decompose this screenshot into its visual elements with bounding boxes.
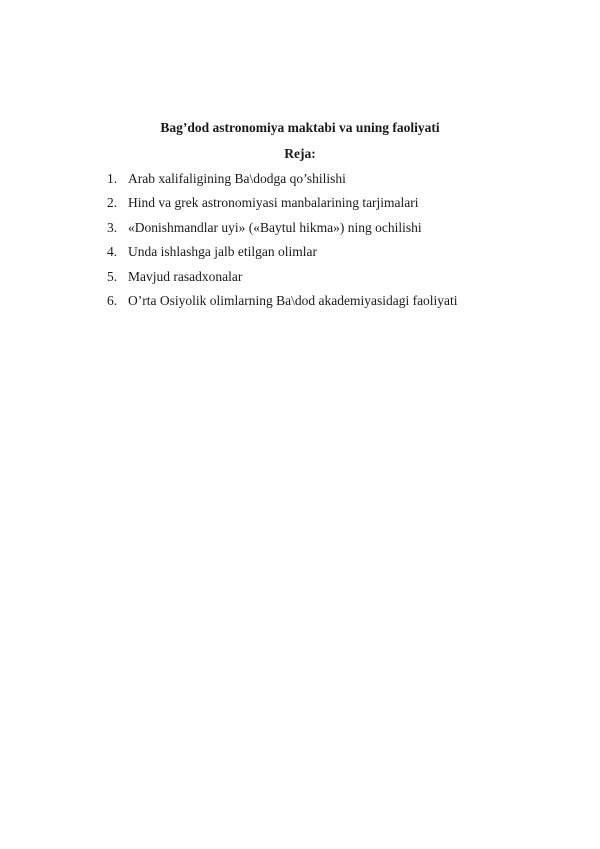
- list-item-number: 2.: [107, 195, 118, 211]
- list-item-number: 1.: [107, 171, 118, 186]
- list-item: [107, 243, 458, 267]
- list-item: [107, 219, 458, 243]
- list-item-number: 3.: [107, 219, 118, 235]
- list-item: [107, 194, 458, 218]
- list-item-number: 4.: [107, 244, 118, 260]
- list-item-text: Unda ishlashga jalb etilgan olimlar: [128, 244, 317, 260]
- list-item-number: 5.: [107, 268, 118, 284]
- plan-heading: Reja:: [284, 146, 316, 161]
- list-item-text: Arab xalifaligining Ba\dodga qo’shilishi: [128, 171, 346, 186]
- list-item: [107, 170, 458, 194]
- list-item-text: «Donishmandlar uyi» («Baytul hikma») ning ochilishi: [128, 219, 422, 235]
- list-item-number: 6.: [107, 292, 118, 308]
- plan-list: [107, 170, 458, 316]
- list-item: [107, 292, 458, 316]
- list-item-text: Hind va grek astronomiyasi manbalarining tarjimalari: [128, 195, 419, 211]
- document-title: Bag’dod astronomiya maktabi va uning faoliyati: [160, 120, 440, 135]
- list-item-text: Mavjud rasadxonalar: [128, 268, 243, 284]
- list-item: [107, 268, 458, 292]
- list-item-text: O’rta Osiyolik olimlarning Ba\dod akademiyasidagi faoliyati: [128, 292, 458, 308]
